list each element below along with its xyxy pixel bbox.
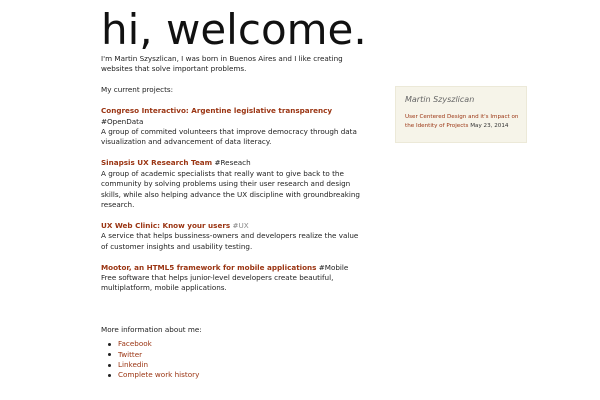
sidebar-author-name: Martin Szyszlican — [405, 95, 475, 104]
project-title-line — [101, 221, 363, 231]
main-content — [101, 54, 363, 381]
more-info-list — [101, 339, 363, 381]
project-title-line — [101, 106, 363, 127]
page-title: hi, welcome. — [101, 5, 367, 54]
project-item — [101, 106, 363, 148]
project-link-mootor[interactable]: Mootor, an HTML5 framework for mobile applications — [101, 262, 317, 272]
sidebar-box — [395, 86, 527, 143]
project-description: A group of academic specialists that really want to give back to the community by solving problems using their user research and design skills, while also helping advance the UX discipline with groundbreaking research. — [101, 168, 360, 209]
facebook-link[interactable]: Facebook — [118, 339, 152, 349]
work-history-link[interactable]: Complete work history — [118, 370, 200, 380]
sidebar-blog-entry — [405, 113, 519, 132]
project-tag: #OpenData — [101, 116, 144, 126]
intro-text: I'm Martin Szyszlican, I was born in Buenos Aires and I like creating websites that solve important problems. — [101, 54, 343, 74]
more-info-section — [101, 325, 363, 381]
twitter-link[interactable]: Twitter — [118, 349, 143, 359]
project-link-ux-web-clinic[interactable]: UX Web Clinic: Know your users — [101, 220, 231, 230]
project-title-line — [101, 263, 363, 273]
sidebar-article-link[interactable]: User Centered Design and it's Impact on the Identity of Projects — [405, 114, 519, 130]
project-tag: #UX — [232, 220, 249, 230]
project-item — [101, 263, 363, 294]
project-description: A group of commited volunteers that improve democracy through data visualization and advancement of data literacy. — [101, 127, 357, 147]
list-item — [118, 350, 363, 360]
project-item — [101, 158, 363, 210]
project-description: A service that helps bussiness-owners and developers realize the value of customer insights and usability testing. — [101, 231, 359, 251]
sidebar-article-date: May 23, 2014 — [470, 123, 509, 130]
project-tag: #Mobile — [318, 262, 349, 272]
more-info-heading: More information about me: — [101, 324, 202, 334]
project-description: Free software that helps junior-level developers create beautiful, multiplatform, mobile applications. — [101, 273, 334, 293]
project-item — [101, 221, 363, 252]
list-item — [118, 370, 363, 380]
project-link-congreso[interactable]: Congreso Interactivo: Argentine legislative transparency — [101, 106, 333, 116]
project-title-line — [101, 158, 363, 168]
list-item — [118, 360, 363, 370]
project-link-sinapsis[interactable]: Sinapsis UX Research Team — [101, 158, 213, 168]
projects-heading: My current projects: — [101, 85, 174, 95]
linkedin-link[interactable]: Linkedin — [118, 360, 148, 370]
project-tag: #Reseach — [214, 158, 251, 168]
list-item — [118, 339, 363, 349]
